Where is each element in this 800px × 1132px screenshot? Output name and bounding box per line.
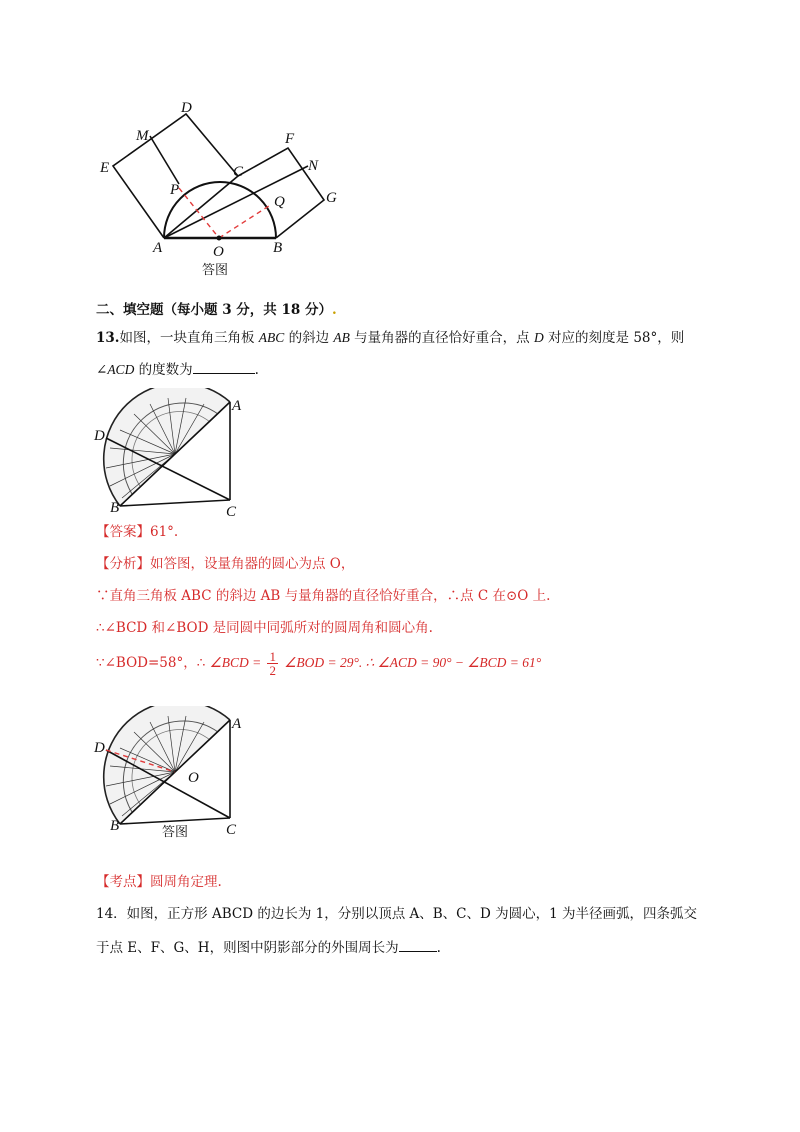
figure2-svg [92, 388, 252, 518]
fig3-leg-BC [120, 818, 230, 824]
label-Q: Q [274, 194, 285, 210]
segment-MP [150, 136, 179, 184]
fig3-label-O: O [188, 770, 199, 786]
figure-protractor [92, 388, 252, 518]
analysis-tag: 【分析】 [96, 556, 150, 572]
q13-number: 13. [96, 330, 120, 346]
q13-line1: 13.如图，一块直角三角板 ABC 的斜边 AB 与量角器的直径恰好重合，点 D 对应的刻度是 58°，则 [96, 330, 685, 346]
analysis-line1: 【分析】如答图，设量角器的圆心为点 O， [96, 556, 355, 572]
square-ACDE [113, 114, 238, 238]
label-C: C [233, 164, 244, 180]
label-G: G [326, 190, 337, 206]
label-F: F [285, 131, 295, 147]
fraction-one-half: $\frac{1}{2}$ [269, 649, 276, 678]
kaodian-value: 圆周角定理. [150, 874, 222, 890]
q14-line2: 于点 E、F、G、H，则图中阴影部分的外围周长为 . [96, 940, 441, 956]
answer-blank-q13[interactable] [193, 361, 255, 374]
answer-tag: 【答案】 [96, 524, 150, 540]
figure-semicircle-squares [98, 96, 358, 281]
kaodian-line [96, 872, 222, 892]
figure-protractor-answer [92, 706, 262, 846]
label-N: N [308, 158, 319, 174]
kaodian-tag: 【考点】 [96, 874, 150, 890]
fig3-label-D: D [94, 740, 105, 756]
figure3-caption: 答图 [162, 825, 189, 840]
answer-line [96, 522, 178, 542]
label-D: D [181, 100, 192, 116]
fig3-label-A: A [232, 716, 242, 732]
label-A: A [153, 240, 163, 256]
fig3-label-C: C [226, 822, 237, 838]
fig2-label-A: A [232, 398, 242, 414]
q13-line2: ∠ACD 的度数为 . [96, 362, 259, 378]
label-O: O [213, 244, 224, 260]
analysis-line3: ∴∠BCD 和∠BOD 是同圆中同弧所对的圆周角和圆心角. [96, 620, 433, 636]
section-title: 二、填空题（每小题 3 分，共 18 分） [96, 302, 332, 318]
figure3-svg [92, 706, 262, 846]
fig3-label-B: B [110, 818, 120, 834]
analysis-line2: ∵直角三角板 ABC 的斜边 AB 与量角器的直径恰好重合，∴点 C 在⊙O 上. [96, 588, 551, 604]
fig2-label-D: D [94, 428, 105, 444]
q14-line1: 14．如图，正方形 ABCD 的边长为 1，分别以顶点 A、B、C、D 为圆心，1 为半径画弧，四条弧交 [96, 906, 697, 922]
center-point-O [217, 236, 222, 241]
answer-blank-q14[interactable] [399, 939, 437, 952]
label-M: M [136, 128, 149, 144]
section-dot: . [331, 302, 337, 318]
label-B: B [273, 240, 283, 256]
fig2-label-C: C [226, 504, 237, 518]
leg-BC [120, 500, 230, 506]
answer-value: 61°. [150, 524, 179, 540]
analysis-line4: ∵∠BOD=58°，∴ ∠BCD = $\frac{1}{2}$ ∠BOD = 29°. ∴ ∠ACD = 90° − ∠BCD = 61° [96, 649, 542, 678]
dashed-OQ [219, 204, 272, 238]
fig2-label-B: B [110, 500, 120, 516]
figure1-svg [98, 96, 358, 281]
section-heading [96, 300, 337, 320]
figure1-caption: 答图 [202, 263, 229, 278]
label-P: P [170, 182, 180, 198]
label-E: E [100, 160, 110, 176]
